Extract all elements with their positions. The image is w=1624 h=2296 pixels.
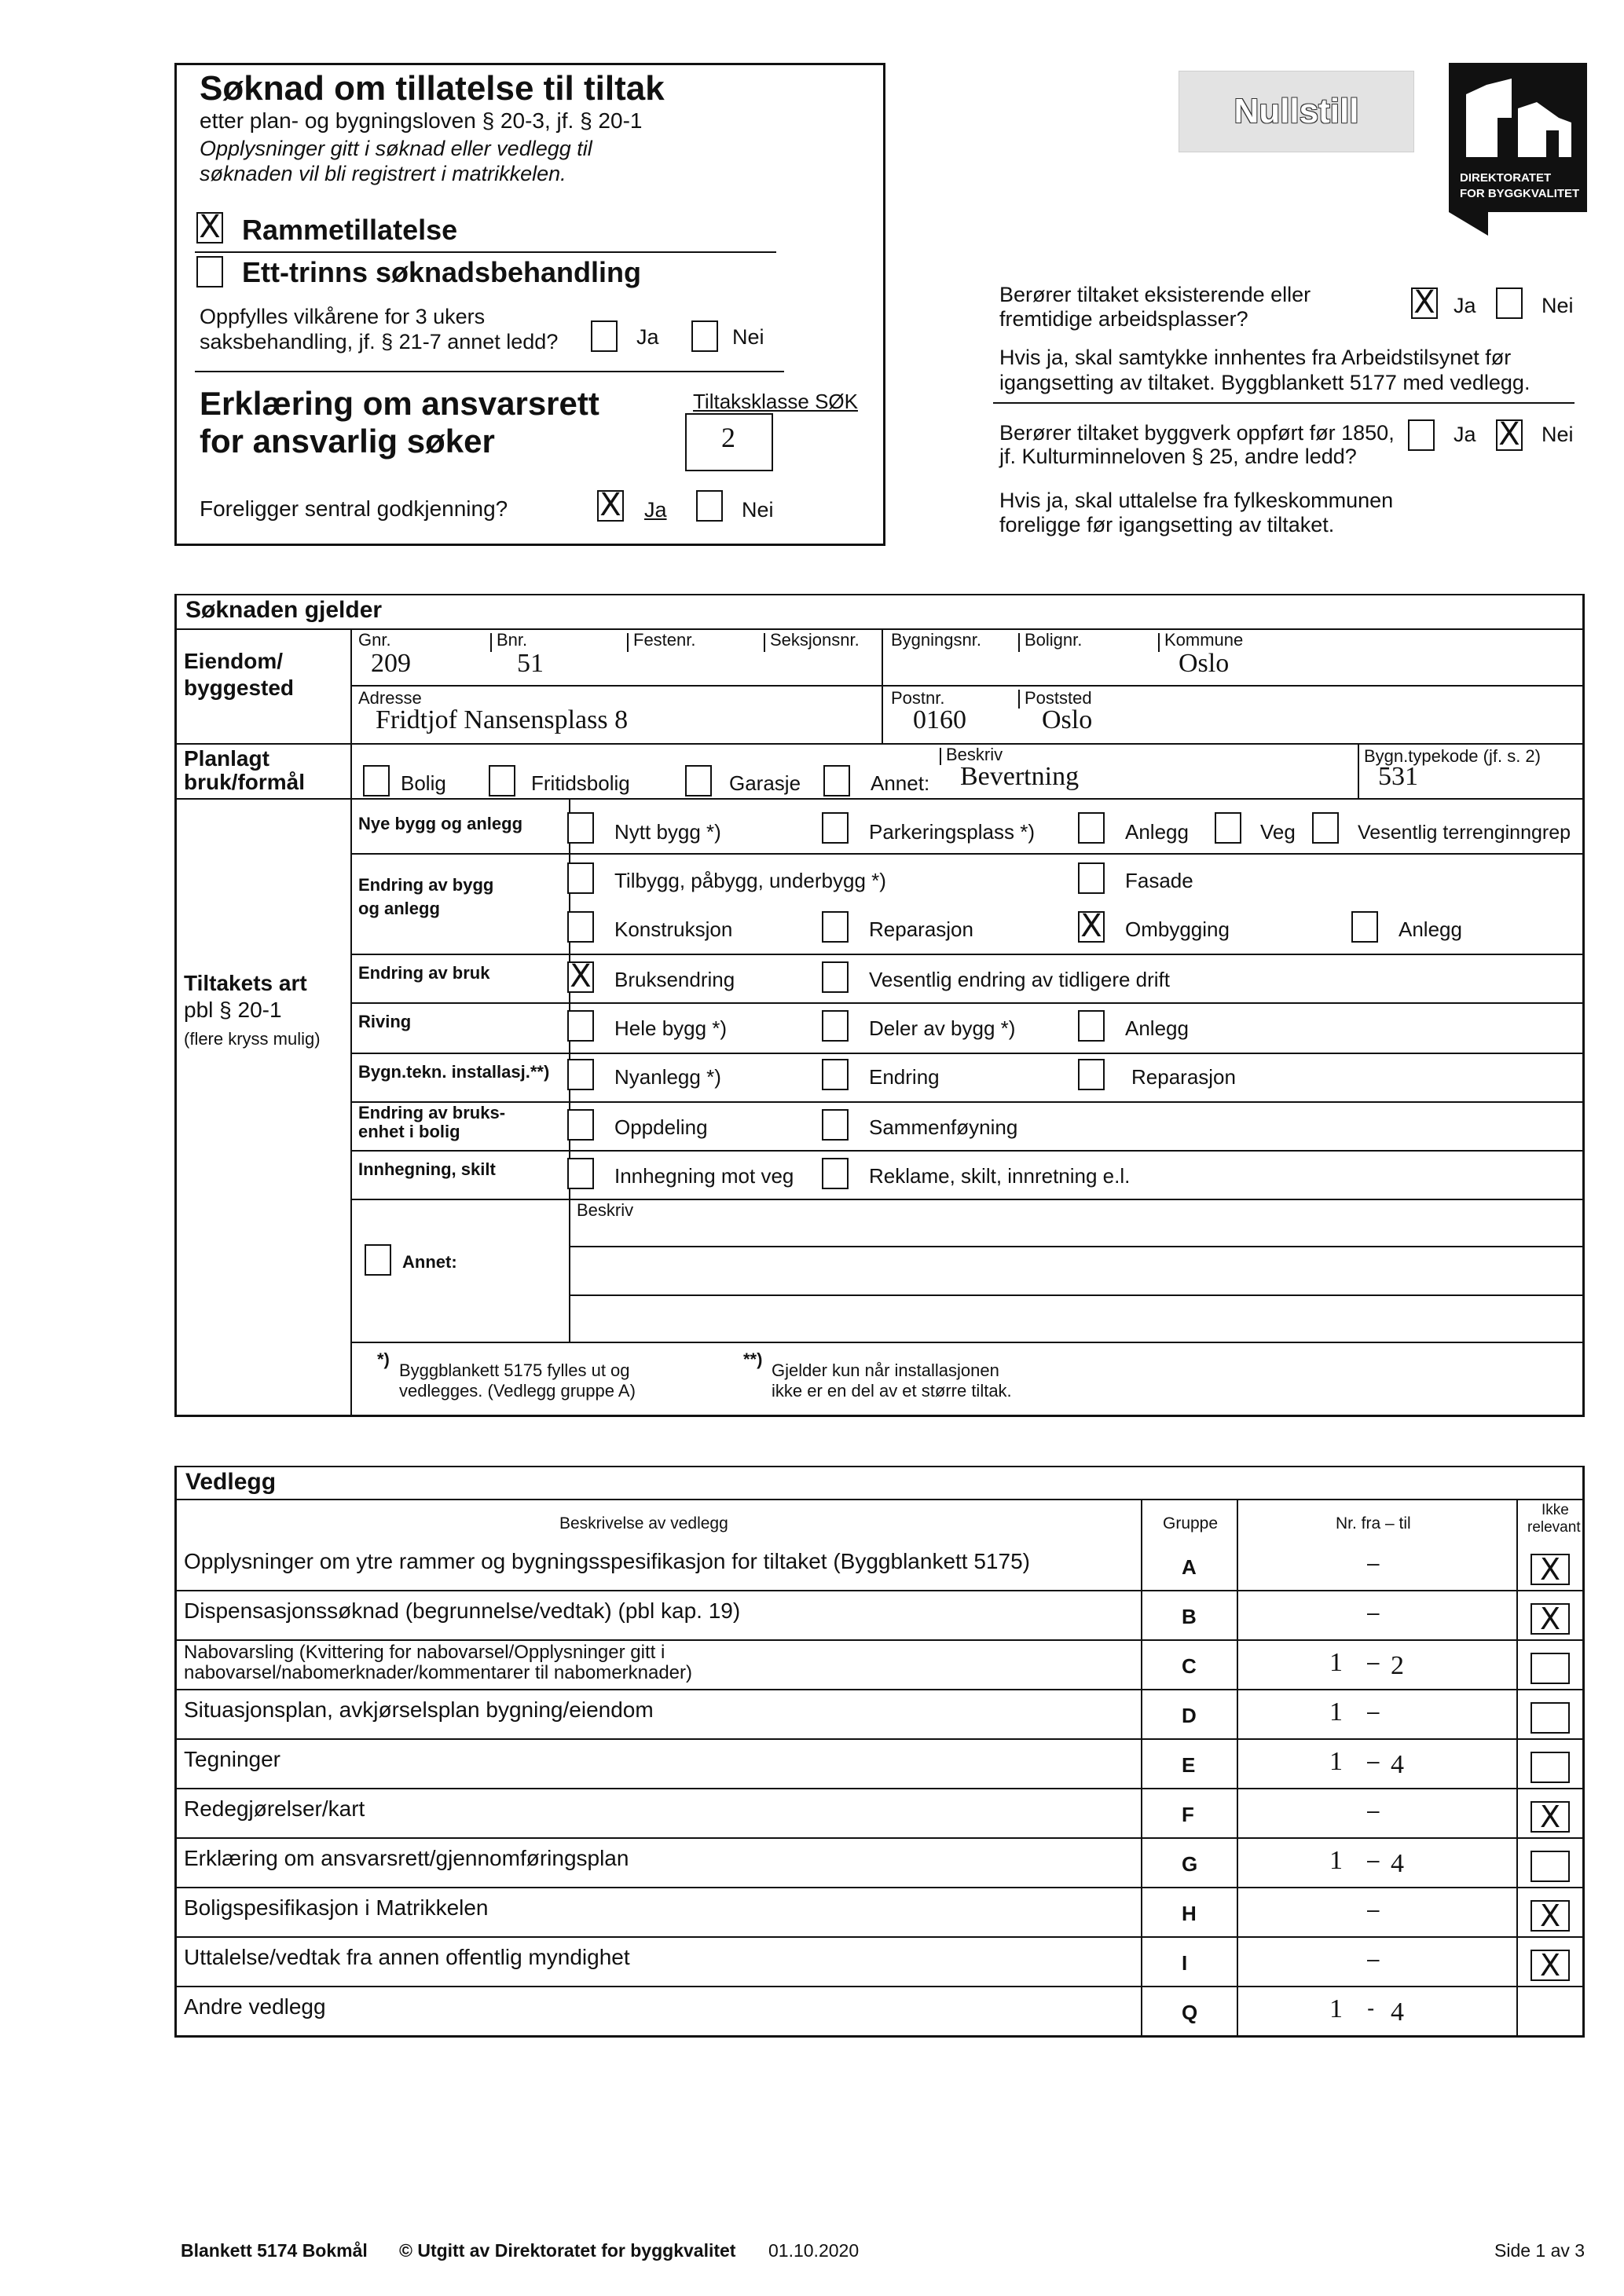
endring-installasjon-checkbox[interactable] [822, 1059, 849, 1090]
divider [350, 1053, 1585, 1054]
vesentlig-endring-label: Vesentlig endring av tidligere drift [869, 968, 1171, 991]
divider [350, 798, 1585, 800]
tilbygg-checkbox[interactable] [567, 862, 594, 894]
innhegning-mot-veg-label: Innhegning mot veg [614, 1164, 794, 1188]
bygningstypekode-value[interactable]: 531 [1378, 762, 1418, 791]
bnr-value[interactable]: 51 [517, 649, 544, 678]
veg-checkbox[interactable] [1215, 812, 1241, 844]
vedlegg-row-ikke-relevant-checkbox[interactable]: X [1531, 1900, 1570, 1932]
vedlegg-row-description: Situasjonsplan, avkjørselsplan bygning/eiendom [184, 1697, 654, 1722]
postnr-label: Postnr. [891, 688, 945, 708]
bygningstypekode-label: Bygn.typekode (jf. s. 2) [1364, 746, 1541, 766]
ombygging-label: Ombygging [1125, 917, 1230, 941]
oppdeling-checkbox[interactable] [567, 1109, 594, 1141]
terrenginngrep-checkbox[interactable] [1312, 812, 1339, 844]
vedlegg-row-group: Q [1182, 2001, 1198, 2024]
vedlegg-row-description: Boligspesifikasjon i Matrikkelen [184, 1895, 489, 1920]
poststed-value[interactable]: Oslo [1042, 705, 1093, 734]
kulturminne-nei-checkbox[interactable]: X [1496, 419, 1523, 451]
vedlegg-row-ikke-relevant-checkbox[interactable]: X [1531, 1554, 1570, 1585]
vedlegg-row-group: H [1182, 1902, 1197, 1925]
arbeidsplasser-nei-checkbox[interactable] [1496, 287, 1523, 319]
divider [1141, 1499, 1142, 2038]
col-ikke-2: relevant [1527, 1519, 1581, 1536]
hele-bygg-checkbox[interactable] [567, 1010, 594, 1042]
vedlegg-row-dash: – [1367, 1946, 1380, 1971]
nyanlegg-checkbox[interactable] [567, 1059, 594, 1090]
vedlegg-row-dash: – [1367, 1600, 1380, 1624]
registry-note-2: søknaden vil bli registrert i matrikkelen. [200, 162, 566, 185]
oppdeling-label: Oppdeling [614, 1115, 708, 1139]
oppfylles-ja-checkbox[interactable] [591, 320, 618, 352]
divider [174, 743, 1585, 745]
vedlegg-row-group: A [1182, 1555, 1197, 1579]
arbeidsplasser-ja-checkbox[interactable]: X [1411, 287, 1438, 319]
nye-bygg-label: Nye bygg og anlegg [358, 814, 523, 833]
vedlegg-row-group: C [1182, 1654, 1197, 1678]
divider [174, 1590, 1585, 1591]
reset-button-label: Nullstill [1234, 92, 1359, 130]
vedlegg-row-dash: – [1367, 1551, 1380, 1575]
beskriv-annet-label: Beskriv [577, 1200, 634, 1220]
beskriv-label: Beskriv [946, 745, 1003, 764]
logo-text-1: DIREKTORATET [1460, 171, 1552, 185]
divider [350, 1150, 1585, 1152]
annet-bruk-checkbox[interactable] [823, 765, 850, 796]
form-subtitle: etter plan- og bygningsloven § 20-3, jf. § 20-1 [200, 108, 643, 133]
beskriv-value[interactable]: Bevertning [960, 762, 1080, 791]
footnote-1-mark: *) [377, 1349, 390, 1369]
adresse-value[interactable]: Fridtjof Nansensplass 8 [376, 705, 629, 734]
bygningsnr-label: Bygningsnr. [891, 630, 981, 650]
vedlegg-row-ikke-relevant-checkbox[interactable] [1531, 1653, 1570, 1684]
vedlegg-row-description: Nabovarsling (Kvittering for nabovarsel/Opplysninger gitt i [184, 1642, 665, 1663]
anlegg-riving-checkbox[interactable] [1078, 1010, 1105, 1042]
ett-trinns-checkbox[interactable] [196, 256, 223, 287]
divider [195, 371, 784, 372]
endring-bygg-label-2: og anlegg [358, 899, 440, 918]
footnote-2-line2: ikke er en del av et større tiltak. [772, 1381, 1012, 1401]
postnr-value[interactable]: 0160 [913, 705, 966, 734]
vedlegg-row-description: Redegjørelser/kart [184, 1796, 365, 1821]
vedlegg-row-group: D [1182, 1704, 1197, 1727]
bolig-label: Bolig [401, 771, 446, 795]
vedlegg-row-group: F [1182, 1803, 1194, 1826]
divider [174, 1788, 1585, 1789]
vedlegg-row-from[interactable]: 1 [1329, 1648, 1343, 1677]
arbeidstilsynet-note-2: igangsetting av tiltaket. Byggblankett 5177 med vedlegg. [999, 371, 1531, 394]
oppfylles-question-2: saksbehandling, jf. § 21-7 annet ledd? [200, 330, 559, 353]
tilbygg-label: Tilbygg, påbygg, underbygg *) [614, 869, 886, 892]
vedlegg-row-from[interactable]: 1 [1329, 1994, 1343, 2023]
arbeidstilsynet-note-1: Hvis ja, skal samtykke innhentes fra Arbeidstilsynet før [999, 346, 1512, 369]
vedlegg-title: Vedlegg [185, 1469, 277, 1495]
eiendom-label-2: byggested [184, 676, 295, 700]
bolig-checkbox[interactable] [363, 765, 390, 796]
erklaering-title-1: Erklæring om ansvarsrett [200, 385, 599, 422]
registry-note-1: Opplysninger gitt i søknad eller vedlegg til [200, 137, 592, 160]
reparasjon-installasjon-checkbox[interactable] [1078, 1059, 1105, 1090]
planlagt-label-1: Planlagt [184, 746, 269, 771]
reparasjon-installasjon-label: Reparasjon [1131, 1065, 1236, 1089]
seksjonsnr-label: Seksjonsnr. [770, 630, 860, 650]
fylkeskommune-note-2: foreligge før igangsetting av tiltaket. [999, 513, 1335, 536]
veg-label: Veg [1260, 820, 1296, 844]
tiltak-art-label-1: Tiltakets art [184, 971, 307, 995]
adresse-label: Adresse [358, 688, 422, 708]
arbeidsplasser-ja-label: Ja [1454, 294, 1476, 317]
ombygging-checkbox[interactable]: X [1078, 911, 1105, 943]
arbeidsplasser-question-2: fremtidige arbeidsplasser? [999, 307, 1248, 331]
divider [1158, 633, 1160, 652]
vedlegg-row-group: I [1182, 1951, 1188, 1975]
divider [1516, 1499, 1518, 2038]
vedlegg-row-group: G [1182, 1852, 1198, 1876]
divider [174, 1936, 1585, 1938]
divider [1358, 743, 1359, 798]
nytt-bygg-checkbox[interactable] [567, 812, 594, 844]
annet-tiltak-checkbox[interactable] [365, 1244, 391, 1276]
ett-trinns-label: Ett-trinns søknadsbehandling [242, 256, 642, 288]
endring-installasjon-label: Endring [869, 1065, 940, 1089]
logo-corner-icon [1449, 212, 1488, 236]
divider [350, 685, 1585, 687]
logo-text-2: FOR BYGGKVALITET [1460, 187, 1580, 200]
rammetillatelse-checkbox[interactable]: X [196, 212, 223, 244]
hele-bygg-label: Hele bygg *) [614, 1016, 728, 1040]
sentral-nei-label: Nei [742, 498, 774, 522]
vedlegg-row-ikke-relevant-checkbox[interactable] [1531, 1702, 1570, 1734]
divider [174, 1837, 1585, 1839]
vedlegg-row-from[interactable]: 1 [1329, 1846, 1343, 1875]
footnote-2-line1: Gjelder kun når installasjonen [772, 1360, 999, 1380]
divider [174, 2035, 1585, 2037]
annet-bruk-label: Annet: [871, 771, 930, 795]
vedlegg-row-ikke-relevant-checkbox[interactable]: X [1531, 1603, 1570, 1635]
riving-label: Riving [358, 1012, 412, 1031]
konstruksjon-label: Konstruksjon [614, 917, 733, 941]
vedlegg-row-to[interactable]: 4 [1391, 1849, 1404, 1878]
eiendom-label-1: Eiendom/ [184, 649, 284, 673]
dibk-logo-mark-icon [1449, 63, 1587, 165]
bygn-tekn-label: Bygn.tekn. installasj.**) [358, 1062, 550, 1082]
divider [174, 1887, 1585, 1888]
kulturminne-question-1: Berører tiltaket byggverk oppført før 1850, [999, 421, 1395, 445]
footnote-1-line2: vedlegges. (Vedlegg gruppe A) [399, 1381, 636, 1401]
divider [993, 402, 1575, 404]
divider [350, 1199, 1585, 1200]
kulturminne-question-2: jf. Kulturminneloven § 25, andre ledd? [999, 445, 1357, 468]
fylkeskommune-note-1: Hvis ja, skal uttalelse fra fylkeskommunen [999, 489, 1394, 512]
form-title: Søknad om tillatelse til tiltak [200, 69, 665, 108]
tiltaksklasse-value: 2 [721, 422, 735, 453]
vedlegg-row-description: Dispensasjonssøknad (begrunnelse/vedtak) (pbl kap. 19) [184, 1598, 741, 1623]
tiltak-art-label-3: (flere kryss mulig) [184, 1029, 321, 1049]
footer-date: 01.10.2020 [768, 2240, 860, 2261]
dibk-logo [1449, 63, 1587, 212]
bnr-label: Bnr. [497, 630, 528, 650]
divider [350, 954, 1585, 955]
fasade-checkbox[interactable] [1078, 862, 1105, 894]
col-gruppe: Gruppe [1163, 1514, 1219, 1532]
beskriv-line-1[interactable] [569, 1246, 1585, 1247]
vedlegg-row-group: B [1182, 1605, 1197, 1628]
footnote-1-line1: Byggblankett 5175 fylles ut og [399, 1360, 630, 1380]
innhegning-label: Innhegning, skilt [358, 1159, 496, 1179]
arbeidsplasser-question-1: Berører tiltaket eksisterende eller [999, 283, 1311, 306]
divider [350, 1101, 1585, 1103]
reset-button[interactable] [1179, 71, 1414, 152]
terrenginngrep-label: Vesentlig terrenginngrep [1358, 822, 1571, 844]
kulturminne-ja-label: Ja [1454, 423, 1476, 446]
vedlegg-row-ikke-relevant-checkbox[interactable]: X [1531, 1801, 1570, 1833]
footer-publisher: © Utgitt av Direktoratet for byggkvalitet [399, 2240, 736, 2261]
divider [764, 633, 765, 652]
oppfylles-nei-checkbox[interactable] [691, 320, 718, 352]
vedlegg-row-description: Andre vedlegg [184, 1994, 326, 2019]
divider [174, 1738, 1585, 1740]
vedlegg-row-description: Tegninger [184, 1747, 280, 1771]
tiltak-art-label-2: pbl § 20-1 [184, 998, 282, 1022]
footer-page: Side 1 av 3 [1494, 2240, 1586, 2261]
footer-form-id: Blankett 5174 Bokmål [181, 2240, 368, 2261]
vedlegg-row-from[interactable]: 1 [1329, 1747, 1343, 1776]
divider [174, 1689, 1585, 1690]
fasade-label: Fasade [1125, 869, 1193, 892]
reparasjon-label: Reparasjon [869, 917, 973, 941]
endring-bruk-label: Endring av bruk [358, 963, 490, 983]
parkeringsplass-checkbox[interactable] [822, 812, 849, 844]
bolignr-label: Bolignr. [1025, 630, 1083, 650]
sentral-nei-checkbox[interactable] [696, 490, 723, 522]
vedlegg-row-to[interactable]: 2 [1391, 1651, 1404, 1680]
sentral-ja-label: Ja [644, 498, 667, 522]
col-ikke-1: Ikke [1542, 1502, 1569, 1518]
vedlegg-row-description: Erklæring om ansvarsrett/gjennomføringsplan [184, 1846, 629, 1870]
divider [1237, 1499, 1238, 2038]
gnr-value[interactable]: 209 [371, 649, 411, 678]
poststed-label: Poststed [1025, 688, 1092, 708]
col-nr: Nr. fra – til [1336, 1514, 1411, 1532]
kommune-label: Kommune [1164, 630, 1244, 650]
deler-av-bygg-checkbox[interactable] [822, 1010, 849, 1042]
soknaden-title: Søknaden gjelder [185, 597, 383, 623]
endring-bruksenhet-label-2: enhet i bolig [358, 1122, 460, 1141]
parkeringsplass-label: Parkeringsplass *) [869, 820, 1035, 844]
endring-bygg-label-1: Endring av bygg [358, 875, 494, 895]
annet-tiltak-label: Annet: [402, 1252, 457, 1272]
gnr-label: Gnr. [358, 630, 391, 650]
beskriv-line-2[interactable] [569, 1294, 1585, 1296]
oppfylles-question-1: Oppfylles vilkårene for 3 ukers [200, 305, 486, 328]
nytt-bygg-label: Nytt bygg *) [614, 820, 721, 844]
reklame-checkbox[interactable] [822, 1158, 849, 1189]
col-beskrivelse: Beskrivelse av vedlegg [559, 1514, 728, 1532]
vedlegg-row-from[interactable]: 1 [1329, 1697, 1343, 1727]
sentral-ja-checkbox[interactable]: X [597, 490, 624, 522]
vedlegg-row-dash: - [1367, 1996, 1375, 2020]
endring-bruksenhet-label-1: Endring av bruks- [358, 1103, 506, 1122]
vedlegg-row-to[interactable]: 4 [1391, 1750, 1404, 1779]
deler-av-bygg-label: Deler av bygg *) [869, 1016, 1016, 1040]
vedlegg-row-ikke-relevant-checkbox[interactable] [1531, 1752, 1570, 1783]
anlegg-riving-label: Anlegg [1125, 1016, 1189, 1040]
bruksendring-checkbox[interactable]: X [567, 961, 594, 993]
vedlegg-row-dash: – [1367, 1897, 1380, 1921]
rammetillatelse-label: Rammetillatelse [242, 214, 458, 246]
oppfylles-ja-label: Ja [636, 325, 659, 349]
reklame-label: Reklame, skilt, innretning e.l. [869, 1164, 1131, 1188]
arbeidsplasser-nei-label: Nei [1542, 294, 1574, 317]
vedlegg-row-dash: – [1367, 1699, 1380, 1723]
anlegg-endring-label: Anlegg [1399, 917, 1462, 941]
sammenfoyning-checkbox[interactable] [822, 1109, 849, 1141]
garasje-checkbox[interactable] [685, 765, 712, 796]
sentral-godkjenning-question: Foreligger sentral godkjenning? [200, 496, 508, 521]
vedlegg-row-dash: – [1367, 1650, 1380, 1674]
fritidsbolig-checkbox[interactable] [489, 765, 515, 796]
kulturminne-ja-checkbox[interactable] [1408, 419, 1435, 451]
festenr-label: Festenr. [633, 630, 696, 650]
vedlegg-row-dash: – [1367, 1749, 1380, 1773]
divider [940, 748, 941, 765]
divider [174, 1986, 1585, 1987]
divider [350, 1342, 1585, 1343]
konstruksjon-checkbox[interactable] [567, 911, 594, 943]
erklaering-title-2: for ansvarlig søker [200, 423, 495, 460]
vedlegg-row-dash: – [1367, 1847, 1380, 1872]
divider [1018, 690, 1020, 709]
vedlegg-row-ikke-relevant-checkbox[interactable]: X [1531, 1950, 1570, 1981]
planlagt-label-2: bruk/formål [184, 770, 306, 794]
kommune-value[interactable]: Oslo [1179, 649, 1230, 678]
anlegg-ny-label: Anlegg [1125, 820, 1189, 844]
innhegning-mot-veg-checkbox[interactable] [567, 1158, 594, 1189]
divider [1018, 633, 1020, 652]
divider [174, 1499, 1585, 1500]
vedlegg-row-description-2: nabovarsel/nabomerknader/kommentarer til nabomerknader) [184, 1662, 692, 1683]
garasje-label: Garasje [729, 771, 801, 795]
anlegg-ny-checkbox[interactable] [1078, 812, 1105, 844]
divider [350, 1002, 1585, 1004]
vedlegg-row-to[interactable]: 4 [1391, 1998, 1404, 2027]
fritidsbolig-label: Fritidsbolig [531, 771, 630, 795]
anlegg-endring-checkbox[interactable] [1351, 911, 1378, 943]
vedlegg-row-group: E [1182, 1753, 1196, 1777]
sammenfoyning-label: Sammenføyning [869, 1115, 1018, 1139]
footnote-2-mark: **) [743, 1349, 763, 1369]
divider [350, 853, 1585, 855]
kulturminne-nei-label: Nei [1542, 423, 1574, 446]
vedlegg-row-description: Opplysninger om ytre rammer og bygningsspesifikasjon for tiltaket (Byggblankett 5175) [184, 1549, 1030, 1573]
divider [350, 628, 352, 1417]
vesentlig-endring-checkbox[interactable] [822, 961, 849, 993]
tiltaksklasse-label: Tiltaksklasse SØK [693, 390, 858, 413]
divider [195, 251, 776, 253]
vedlegg-row-ikke-relevant-checkbox[interactable] [1531, 1851, 1570, 1882]
vedlegg-row-description: Uttalelse/vedtak fra annen offentlig myndighet [184, 1945, 630, 1969]
bruksendring-label: Bruksendring [614, 968, 735, 991]
divider [490, 633, 492, 652]
divider [627, 633, 629, 652]
nyanlegg-label: Nyanlegg *) [614, 1065, 721, 1089]
divider [174, 1639, 1585, 1641]
oppfylles-nei-label: Nei [732, 325, 764, 349]
reparasjon-checkbox[interactable] [822, 911, 849, 943]
divider [174, 798, 350, 800]
vedlegg-row-dash: – [1367, 1798, 1380, 1822]
